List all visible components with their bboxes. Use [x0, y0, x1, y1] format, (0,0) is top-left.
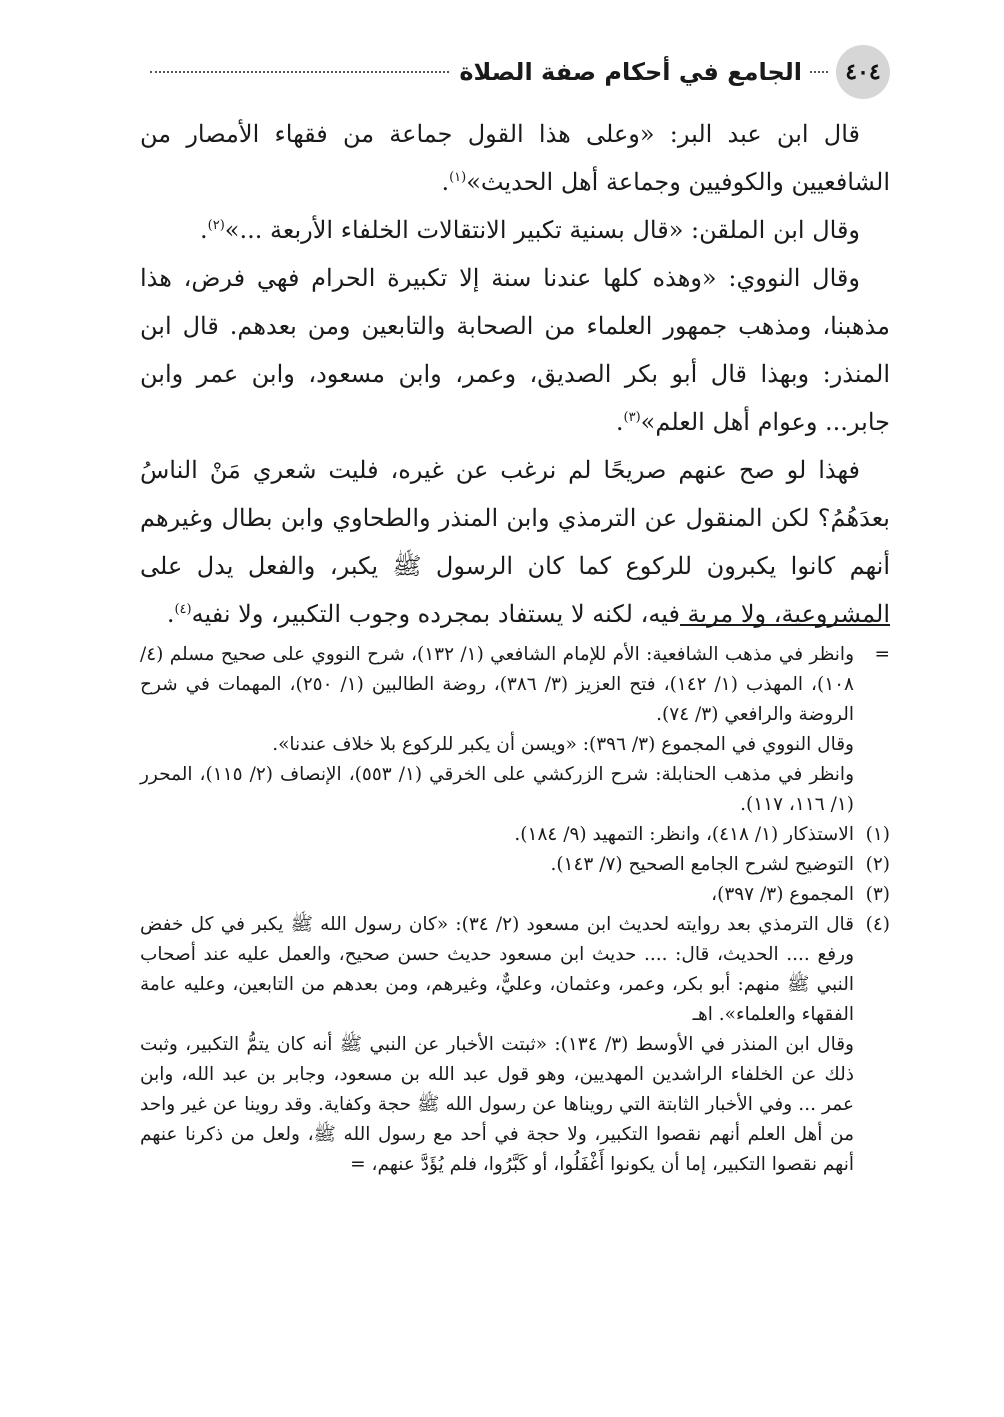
- paragraph-ibn-abd-al-barr: قال ابن عبد البر: «وعلى هذا القول جماعة من فقهاء الأمصار من الشافعيين والكوفيين وجماعة أهل الحديث»$^{(١)}$.: [140, 120, 890, 196]
- footnote-text: الاستذكار (١/ ٤١٨)، وانظر: التمهيد (٩/ ١٨٤).: [514, 824, 854, 845]
- footnote-4-continuation: وقال ابن المنذر في الأوسط (٣/ ١٣٤): «ثبتت الأخبار عن النبي ﷺ أنه كان يتمُّ التكبير، وثبت ذلك عن الخلفاء الراشدين المهديين، وهو قول عبد الله بن مسعود، وجابر بن عبد الله، وابن عمر ... وفي الأخبار الثابتة التي رويناها عن رسول الله ﷺ حجة وكفاية. وقد روينا عن غير واحد من أهل العلم أنهم نقصوا التكبير، ولا حجة في أحد مع رسول الله ﷺ، ولعل من ذكرنا عنهم أنهم نقصوا التكبير، إما أن يكونوا أَغْفَلُوا، أو كَبَّرُوا، فلم يُؤَدَّ عنهم، =: [140, 1034, 854, 1175]
- header-leader-long: [150, 71, 449, 73]
- paragraph-conclusion: فهذا لو صح عنهم صريحًا لم نرغب عن غيره، فليت شعري مَنْ الناسُ بعدَهُمُ؟ لكن المنقول عن الترمذي وابن المنذر والطحاوي وابن بطال وغيرهم أنهم كانوا يكبرون للركوع كما كان الرسول ﷺ يكبر، والفعل يدل على المشروعية، ولا مرية فيه، لكنه لا يستفاد بمجرده وجوب التكبير، ولا نفيه$^{(٤)}$.: [140, 456, 890, 628]
- footnote-continuation: [140, 640, 890, 730]
- footnote-mark: (٢): [865, 854, 890, 875]
- footnote-continuation-hanabila: وانظر في مذهب الحنابلة: شرح الزركشي على الخرقي (١/ ٥٥٣)، الإنصاف (٢/ ١١٥)، المحرر (١/ ١١٦، ١١٧).: [140, 764, 855, 815]
- footnote-item-4: [140, 910, 890, 1030]
- header-leader-short: [810, 71, 828, 73]
- paragraph-ibn-al-mulaqqin: وقال ابن الملقن: «قال بسنية تكبير الانتقالات الخلفاء الأربعة ...»$^{(٢)}$.: [200, 216, 860, 244]
- footnote-mark: (٤): [865, 914, 890, 935]
- footnote-ref-4[interactable]: (٤): [174, 602, 192, 617]
- footnotes: [140, 640, 890, 1180]
- footnote-item-3: [140, 880, 890, 910]
- running-title: الجامع في أحكام صفة الصلاة: [459, 58, 802, 86]
- footnote-continuation-nawawi: وقال النووي في المجموع (٣/ ٣٩٦): «ويسن أن يكبر للركوع بلا خلاف عندنا».: [272, 734, 854, 755]
- footnote-continuation-text: وانظر في مذهب الشافعية: الأم للإمام الشافعي (١/ ١٣٢)، شرح النووي على صحيح مسلم (٤/ ١٠٨)، المهذب (١/ ١٤٢)، فتح العزيز (٣/ ٣٨٦)، روضة الطالبين (١/ ٢٥٠)، المهمات في شرح الروضة والرافعي (٣/ ٧٤).: [140, 644, 854, 725]
- footnote-text: المجموع (٣/ ٣٩٧)،: [711, 884, 854, 905]
- footnote-item-1: [140, 820, 890, 850]
- paragraph-nawawi: وقال النووي: «وهذه كلها عندنا سنة إلا تكبيرة الحرام فهي فرض، هذا مذهبنا، ومذهب جمهور العلماء من الصحابة والتابعين ومن بعدهم. قال ابن المنذر: وبهذا قال أبو بكر الصديق، وعمر، وابن مسعود، وابن عمر وابن جابر... وعوام أهل العلم»$^{(٣)}$.: [140, 264, 890, 436]
- footnote-text: قال الترمذي بعد روايته لحديث ابن مسعود (٢/ ٣٤): «كان رسول الله ﷺ يكبر في كل خفض ورفع .... الحديث، قال: .... حديث ابن مسعود حديث حسن صحيح، والعمل عليه عند أصحاب النبي ﷺ منهم: أبو بكر، وعمر، وعثمان، وعليٌّ، وغيرهم، ومن بعدهم من التابعين، وعليه عامة الفقهاء والعلماء». اهـ: [140, 914, 854, 1025]
- continuation-mark: =: [874, 644, 890, 665]
- footnote-ref-2[interactable]: (٢): [207, 218, 225, 233]
- footnote-ref-3[interactable]: (٣): [623, 410, 641, 425]
- footnote-text: التوضيح لشرح الجامع الصحيح (٧/ ١٤٣).: [550, 854, 854, 875]
- footnote-mark: (١): [865, 824, 890, 845]
- footnote-item-2: [140, 850, 890, 880]
- continuation-mark: =: [350, 1154, 366, 1175]
- page-number-badge: ٤٠٤: [836, 45, 890, 99]
- main-text: [140, 110, 890, 638]
- page-header: [140, 44, 890, 100]
- footnote-ref-1[interactable]: (١): [449, 170, 467, 185]
- footnote-separator: [680, 624, 890, 626]
- footnote-mark: (٣): [865, 884, 890, 905]
